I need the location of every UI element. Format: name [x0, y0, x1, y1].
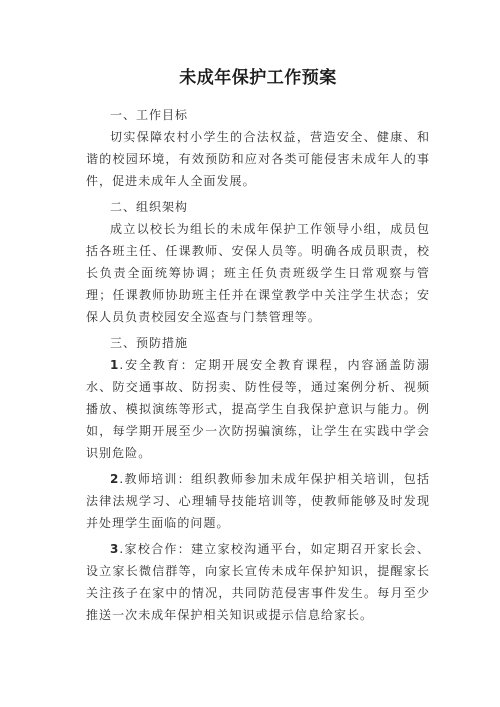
document-page	[86, 66, 430, 630]
item-number: 2	[110, 472, 120, 486]
item-number: 1	[110, 358, 120, 372]
item-separator: .	[119, 358, 125, 372]
section-heading-prevention: 三、预防措施	[110, 336, 189, 350]
prevention-item-home-school	[86, 538, 430, 626]
item-text: 教师培训：组织教师参加未成年保护相关培训，包括法律法规学习、心理辅导技能培训等，使教师能够及时发现并处理学生面临的问题。	[86, 472, 430, 530]
organization-paragraph: 成立以校长为组长的未成年保护工作领导小组，成员包括各班主任、任课教师、安保人员等。明确各成员职责，校长负责全面统筹协调；班主任负责班级学生日常观察与管理；任课教师协助班主任并在课堂教学中关注学生状态；安保人员负责校园安全巡查与门禁管理等。	[86, 222, 430, 324]
section-heading-organization: 二、组织架构	[110, 200, 189, 214]
item-text: 安全教育：定期开展安全教育课程，内容涵盖防溺水、防交通事故、防拐卖、防性侵等，通过案例分析、视频播放、模拟演练等形式，提高学生自我保护意识与能力。例如，每学期开展至少一次防拐骗演练，让学生在实践中学会识别危险。	[86, 358, 430, 460]
section-heading-goals: 一、工作目标	[110, 108, 189, 122]
item-separator: .	[119, 542, 125, 556]
document-title: 未成年保护工作预案	[179, 68, 337, 88]
prevention-item-safety-education	[86, 354, 430, 464]
goals-paragraph: 切实保障农村小学生的合法权益，营造安全、健康、和谐的校园环境，有效预防和应对各类可能侵害未成年人的事件，促进未成年人全面发展。	[86, 130, 430, 188]
prevention-item-teacher-training	[86, 468, 430, 534]
item-text: 家校合作：建立家校沟通平台，如定期召开家长会、设立家长微信群等，向家长宣传未成年保护知识，提醒家长关注孩子在家中的情况，共同防范侵害事件发生。每月至少推送一次未成年保护相关知识或提示信息给家长。	[86, 542, 430, 622]
item-number: 3	[110, 542, 120, 556]
item-separator: .	[119, 472, 125, 486]
